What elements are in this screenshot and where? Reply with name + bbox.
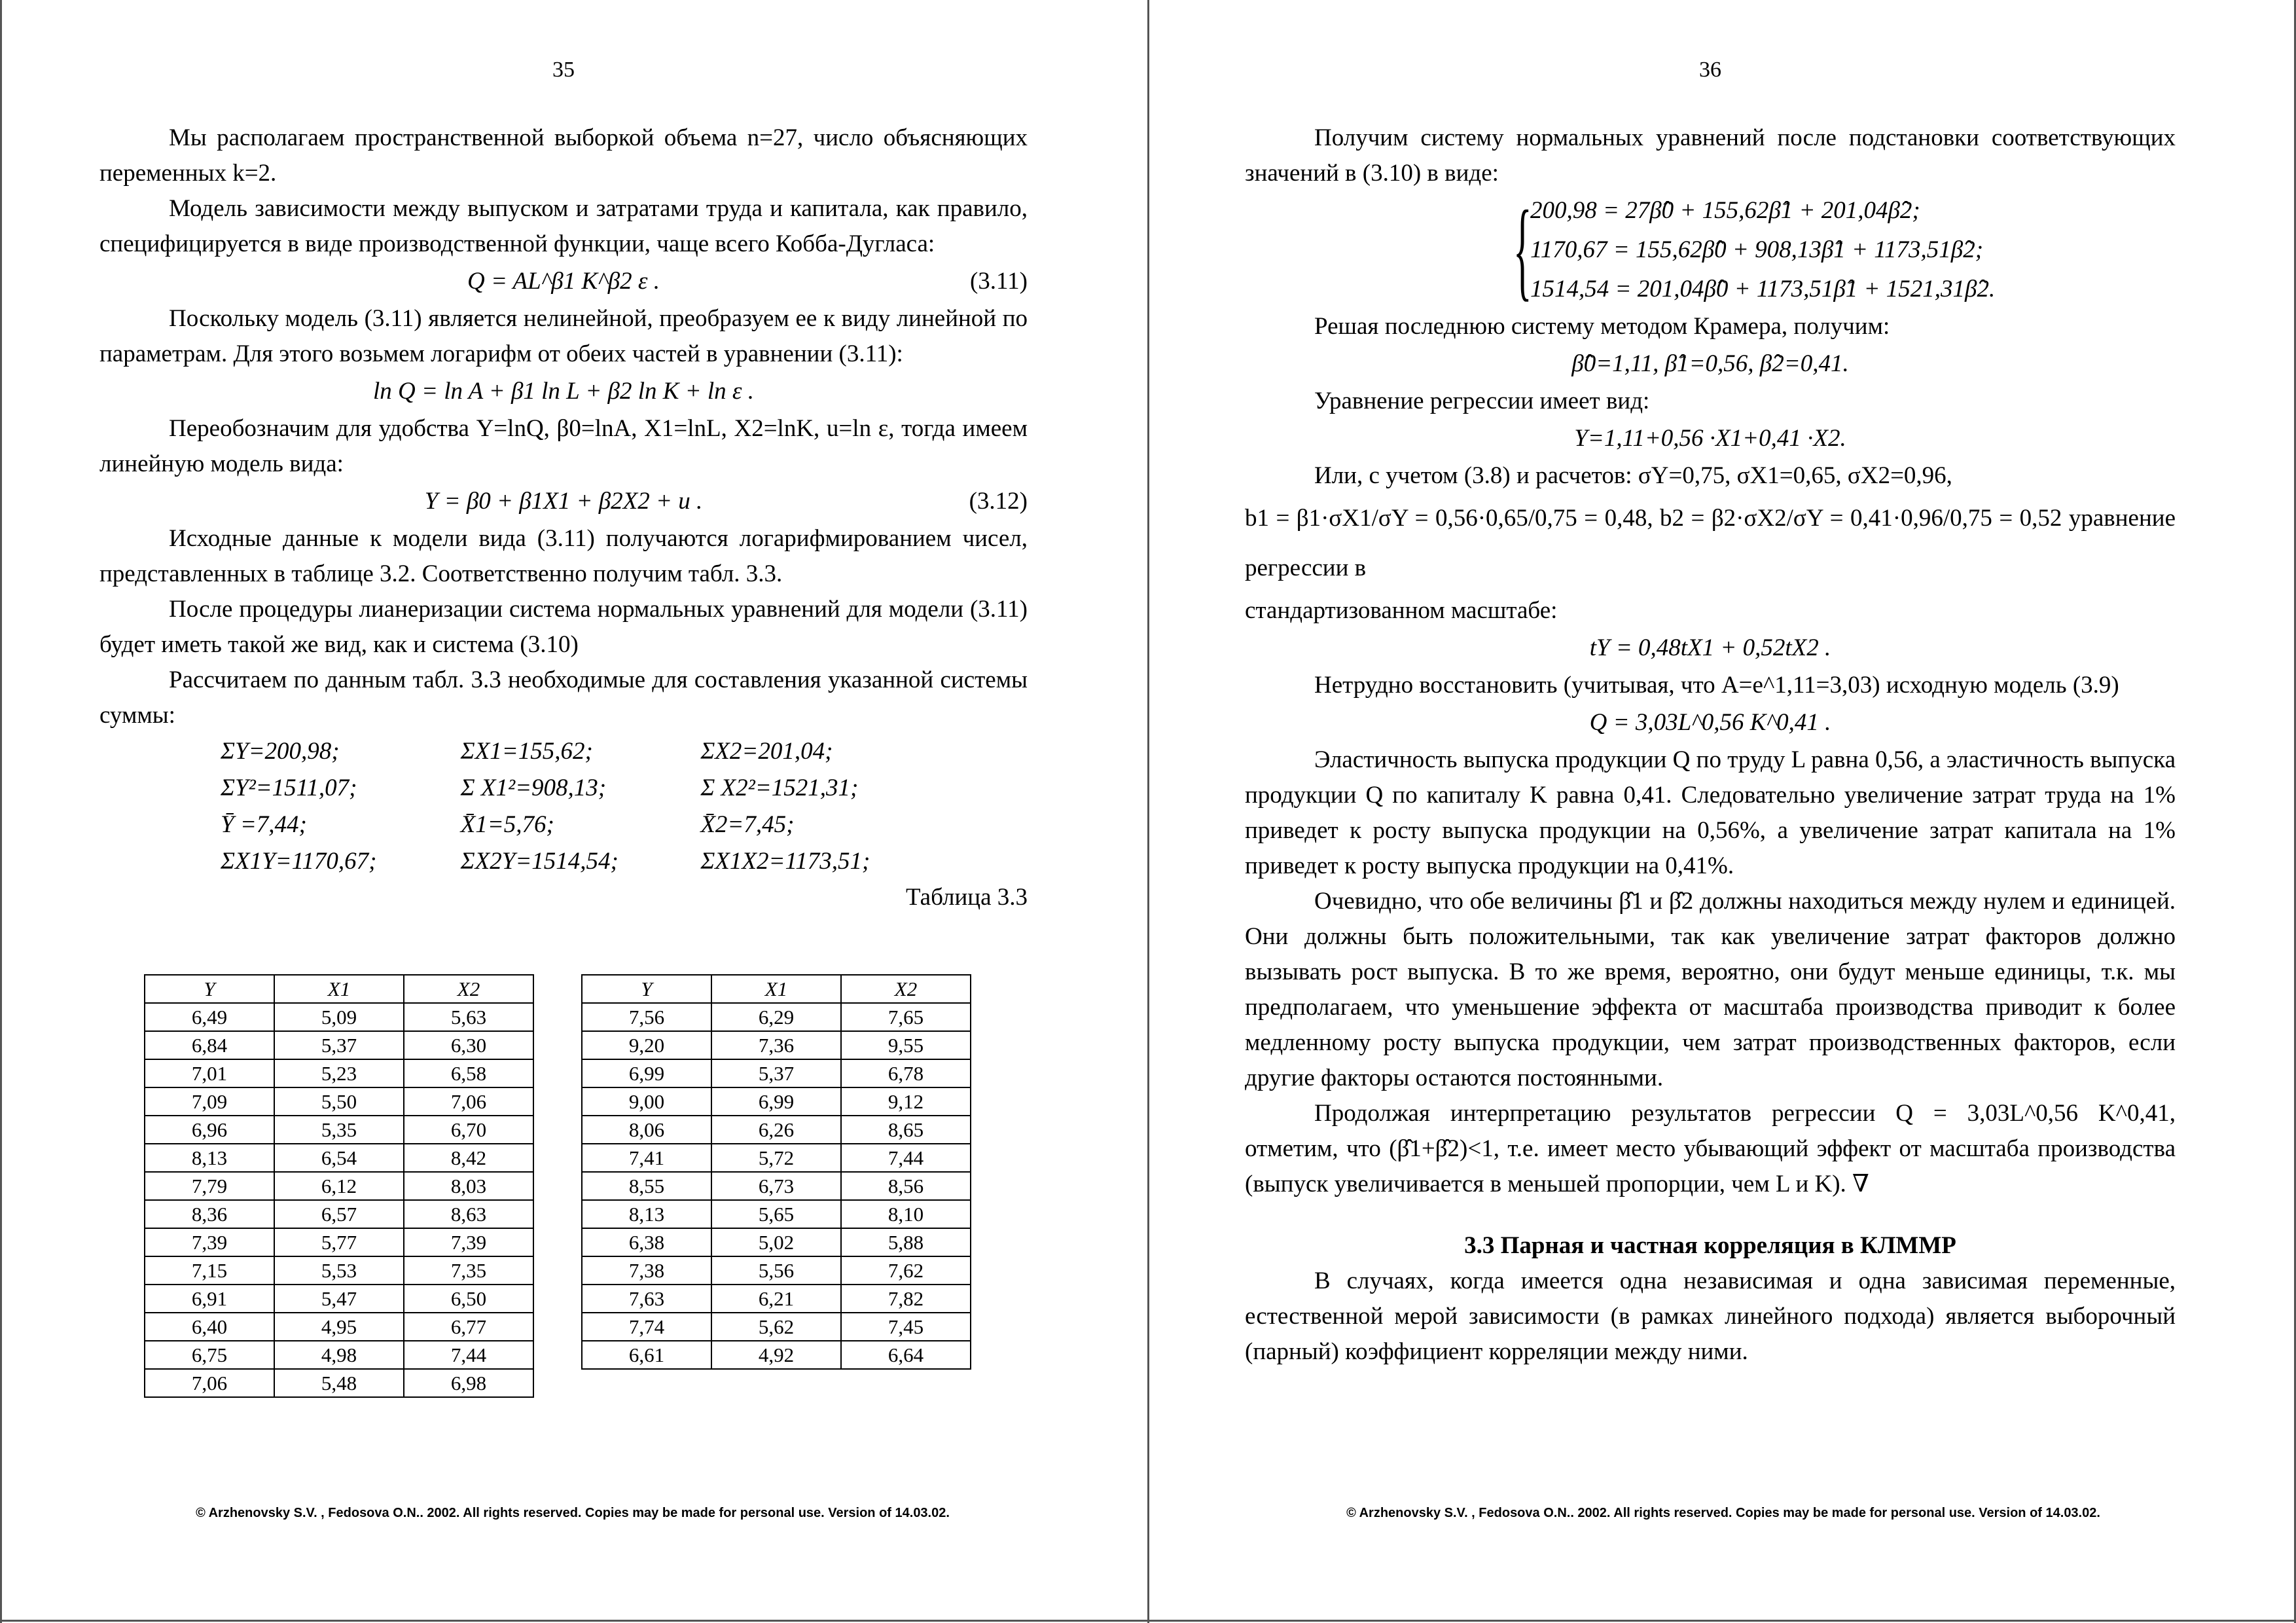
table-cell: 5,63 [404,1003,533,1031]
system-line: 1170,67 = 155,62β̂0 + 908,13β̂1 + 1173,51β̂2; [1530,236,1984,263]
column-header: X2 [404,975,533,1003]
equation-text: β̂0=1,11, β̂1=0,56, β̂2=0,41. [1571,350,1849,377]
paragraph: b1 = β1·σX1/σY = 0,56·0,65/0,75 = 0,48, b2 = β2·σX2/σY = 0,41·0,96/0,75 = 0,52 уравнение регрессии в [1245,505,2176,581]
table-row [582,1313,971,1341]
sum-cell: ΣX1X2=1173,51; [700,848,870,875]
table-cell: 5,23 [274,1059,404,1087]
table-row [145,1144,533,1172]
column-header: X1 [711,975,841,1003]
table-cell: 6,26 [711,1116,841,1144]
paragraph: Решая последнюю систему методом Крамера, получим: [1314,313,1890,340]
table-cell: 8,63 [404,1200,533,1228]
section-heading: 3.3 Парная и частная корреляция в КЛММР [1464,1232,1956,1259]
table-cell: 6,75 [145,1341,274,1369]
table-cell: 5,35 [274,1116,404,1144]
table-cell: 7,62 [841,1256,971,1285]
sums-row [221,733,941,770]
equation-text: Y=1,11+0,56 ·X1+0,41 ·X2. [1574,425,1846,452]
table-cell: 6,99 [711,1087,841,1116]
page-36 [1151,0,2296,1623]
equation-number: (3.11) [969,268,1028,295]
table-cell: 5,48 [274,1369,404,1397]
page-number: 35 [552,58,575,82]
table-cell: 5,62 [711,1313,841,1341]
table-cell: 7,82 [841,1285,971,1313]
table-cell: 5,88 [841,1228,971,1256]
table-row [145,1313,533,1341]
table-cell: 5,72 [711,1144,841,1172]
table-row [582,1059,971,1087]
table-cell: 7,45 [841,1313,971,1341]
table-cell: 7,63 [582,1285,711,1313]
table-cell: 8,65 [841,1116,971,1144]
table-cell: 8,55 [582,1172,711,1200]
table-cell: 8,10 [841,1200,971,1228]
equation-text: Q = 3,03L^0,56 K^0,41 . [1589,709,1831,736]
table-cell: 7,44 [841,1144,971,1172]
table-cell: 6,99 [582,1059,711,1087]
table-cell: 6,98 [404,1369,533,1397]
table-cell: 6,78 [841,1059,971,1087]
sum-cell: ΣX1Y=1170,67; [221,848,377,875]
table-row [582,1144,971,1172]
equation-text: tY = 0,48tX1 + 0,52tX2 . [1589,634,1831,661]
table-row [145,1172,533,1200]
paragraph: После процедуры лианеризации система нормальных уравнений для модели (3.11) будет иметь такой же вид, как и система (3.10) [99,596,1028,658]
table-cell: 6,54 [274,1144,404,1172]
table-cell: 7,38 [582,1256,711,1285]
table-cell: 7,36 [711,1031,841,1059]
table-cell: 7,56 [582,1003,711,1031]
sum-cell: ΣX2Y=1514,54; [460,848,619,875]
paragraph: Получим систему нормальных уравнений после подстановки соответствующих значений в (3.10) в виде: [1245,124,2176,187]
table-cell: 7,44 [404,1341,533,1369]
table-cell: 5,56 [711,1256,841,1285]
table-cell: 6,29 [711,1003,841,1031]
page-number: 36 [1699,58,1721,82]
table-row [145,1087,533,1116]
table-cell: 8,56 [841,1172,971,1200]
table-cell: 8,06 [582,1116,711,1144]
table-row [145,1031,533,1059]
equation-3-12 [99,482,1028,521]
paragraph: Или, с учетом (3.8) и расчетов: σY=0,75, σX1=0,65, σX2=0,96, [1314,462,1952,489]
table-cell: 8,03 [404,1172,533,1200]
table-cell: 6,96 [145,1116,274,1144]
table-cell: 5,50 [274,1087,404,1116]
table-cell: 7,06 [404,1087,533,1116]
table-row [582,1116,971,1144]
paragraph: Нетрудно восстановить (учитывая, что A=e^1,11=3,03) исходную модель (3.9) [1314,672,2119,699]
paragraph: Очевидно, что обе величины β̂1 и β̂2 должны находиться между нулем и единицей. Они должны быть положительными, так как увеличение затрат факторов должно вызывать рост выпуска. В то же время, вероятно, они будут меньше единицы, т.к. мы предполагаем, что уменьшение эффекта от масштаба производства приводит к более медленному росту выпуска продукции, чем затрат производственных факторов, если другие факторы остаются постоянными. [1245,888,2176,1091]
sum-cell: Ȳ =7,44; [221,811,307,838]
sum-cell: ΣY=200,98; [221,738,340,765]
table-row [145,1003,533,1031]
table-cell: 7,41 [582,1144,711,1172]
system-line: 1514,54 = 201,04β̂0 + 1173,51β̂1 + 1521,31β̂2. [1530,276,1996,302]
column-header: Y [145,975,274,1003]
equation-text: ln Q = ln A + β1 ln L + β2 ln K + ln ε . [372,378,755,405]
paragraph: Уравнение регрессии имеет вид: [1314,388,1650,414]
table-cell: 6,64 [841,1341,971,1369]
sum-cell: Σ X2²=1521,31; [700,775,859,801]
table-header-row [582,975,971,1003]
table-row [582,1341,971,1369]
data-table-right [581,974,971,1370]
table-row [145,1341,533,1369]
table-row [145,1059,533,1087]
equation-number: (3.12) [969,488,1028,515]
table-row [582,1200,971,1228]
system-line: 200,98 = 27β̂0 + 155,62β̂1 + 201,04β̂2; [1530,197,1920,224]
table-cell: 6,84 [145,1031,274,1059]
equation-text: Y = β0 + β1X1 + β2X2 + u . [424,488,703,515]
table-cell: 6,30 [404,1031,533,1059]
table-cell: 7,15 [145,1256,274,1285]
table-row [145,1228,533,1256]
table-cell: 7,39 [404,1228,533,1256]
copyright-footer: © Arzhenovsky S.V. , Fedosova O.N.. 2002. All rights reserved. Copies may be made for personal use. Version of 14.03.02. [1346,1506,2100,1520]
table-cell: 9,00 [582,1087,711,1116]
solution [1245,344,2176,384]
table-row [145,1116,533,1144]
table-header-row [145,975,533,1003]
table-cell: 6,91 [145,1285,274,1313]
table-cell: 6,40 [145,1313,274,1341]
table-cell: 7,65 [841,1003,971,1031]
table-cell: 5,09 [274,1003,404,1031]
table-cell: 6,57 [274,1200,404,1228]
table-cell: 6,58 [404,1059,533,1087]
equation-system [1513,188,1996,311]
table-cell: 9,55 [841,1031,971,1059]
page-36-content [1245,52,2176,1370]
table-cell: 6,21 [711,1285,841,1313]
table-cell: 5,02 [711,1228,841,1256]
table-cell: 9,20 [582,1031,711,1059]
table-row [145,1369,533,1397]
table-cell: 4,98 [274,1341,404,1369]
table-cell: 4,92 [711,1341,841,1369]
table-cell: 5,47 [274,1285,404,1313]
table-cell: 7,09 [145,1087,274,1116]
standardized-equation [1245,629,2176,668]
table-cell: 6,61 [582,1341,711,1369]
paragraph: Поскольку модель (3.11) является нелинейной, преобразуем ее к виду линейной по параметрам. Для этого возьмем логарифм от обеих частей в уравнении (3.11): [99,305,1028,367]
table-cell: 5,77 [274,1228,404,1256]
sums-grid [221,733,941,880]
table-row [145,1200,533,1228]
table-cell: 7,79 [145,1172,274,1200]
table-cell: 7,01 [145,1059,274,1087]
copyright-footer: © Arzhenovsky S.V. , Fedosova O.N.. 2002. All rights reserved. Copies may be made for personal use. Version of 14.03.02. [196,1506,950,1520]
table-cell: 4,95 [274,1313,404,1341]
table-row [145,1285,533,1313]
table-row [582,1003,971,1031]
table-cell: 6,49 [145,1003,274,1031]
table-cell: 9,12 [841,1087,971,1116]
table-cell: 6,73 [711,1172,841,1200]
table-cell: 5,37 [711,1059,841,1087]
table-cell: 5,65 [711,1200,841,1228]
page-35-content [99,52,1028,915]
table-cell: 7,39 [145,1228,274,1256]
table-cell: 8,13 [582,1200,711,1228]
sums-row [221,807,941,843]
table-cell: 8,13 [145,1144,274,1172]
equation-3-11 [99,262,1028,301]
table-cell: 5,53 [274,1256,404,1285]
column-header: X2 [841,975,971,1003]
sum-cell: Σ X1²=908,13; [460,775,607,801]
paragraph: стандартизованном масштабе: [1245,597,1558,624]
paragraph: В случаях, когда имеется одна независимая и одна зависимая переменные, естественной мерой зависимости (в рамках линейного подхода) является выборочный (парный) коэффициент корреляции между ними. [1245,1267,2176,1365]
table-cell: 6,12 [274,1172,404,1200]
table-row [145,1256,533,1285]
model-equation [1245,703,2176,742]
sum-cell: X̄2=7,45; [700,811,795,838]
column-header: Y [582,975,711,1003]
paragraph: Модель зависимости между выпуском и затратами труда и капитала, как правило, специфицируется в виде производственной функции, чаще всего Кобба-Дугласа: [99,195,1028,257]
page-35 [0,0,1145,1623]
table-cell: 7,06 [145,1369,274,1397]
sum-cell: ΣX2=201,04; [700,738,833,765]
table-cell: 7,74 [582,1313,711,1341]
table-cell: 6,70 [404,1116,533,1144]
paragraph: Мы располагаем пространственной выборкой объема n=27, число объясняющих переменных k=2. [99,124,1028,187]
table-row [582,1087,971,1116]
sum-cell: X̄1=5,76; [460,811,554,838]
brace-glyph: { [1513,188,1532,311]
table-cell: 6,50 [404,1285,533,1313]
table-row [582,1031,971,1059]
paragraph: Продолжая интерпретацию результатов регрессии Q = 3,03L^0,56 K^0,41, отметим, что (β̂1+β̂2)<1, т.е. имеет место убывающий эффект от масштаба производства (выпуск увеличивается в меньшей пропорции, чем L и K). ∇ [1245,1100,2176,1197]
table-caption: Таблица 3.3 [906,884,1028,911]
sum-cell: ΣY²=1511,07; [221,775,357,801]
sums-row [221,770,941,807]
paragraph: Переобозначим для удобства Y=lnQ, β0=lnA, X1=lnL, X2=lnK, u=ln ε, тогда имеем линейную модель вида: [99,415,1028,477]
data-table-left [144,974,534,1398]
equation-text: Q = AL^β1 K^β2 ε . [467,268,660,295]
regression-equation [1245,419,2176,458]
table-cell: 6,38 [582,1228,711,1256]
column-header: X1 [274,975,404,1003]
paragraph: Рассчитаем по данным табл. 3.3 необходимые для составления указанной системы суммы: [99,666,1028,729]
table-cell: 8,42 [404,1144,533,1172]
sums-row [221,843,941,880]
equation-log [99,372,1028,411]
table-cell: 7,35 [404,1256,533,1285]
table-row [582,1172,971,1200]
table-cell: 5,37 [274,1031,404,1059]
table-row [582,1285,971,1313]
paragraph: Исходные данные к модели вида (3.11) получаются логарифмированием чисел, представленных в таблице 3.2. Соответственно получим табл. 3.3. [99,525,1028,587]
table-row [582,1256,971,1285]
sum-cell: ΣX1=155,62; [460,738,593,765]
table-cell: 8,36 [145,1200,274,1228]
table-row [582,1228,971,1256]
page-divider [1147,0,1149,1623]
paragraph: Эластичность выпуска продукции Q по труду L равна 0,56, а эластичность выпуска продукции Q по капиталу K равна 0,41. Следовательно увеличение затрат труда на 1% приведет к росту выпуска продукции на 0,56%, а увеличение затрат капитала на 1% приведет к росту выпуска продукции на 0,41%. [1245,746,2176,879]
table-cell: 6,77 [404,1313,533,1341]
